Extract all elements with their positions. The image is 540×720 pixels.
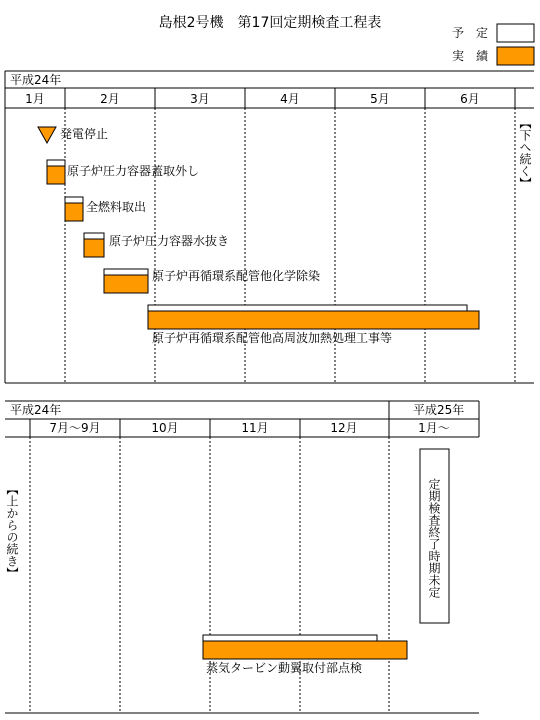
- task-bar-planned: [148, 305, 467, 311]
- bottom-month-label: 12月: [330, 421, 358, 435]
- task-bar-planned: [84, 233, 104, 239]
- task-bar-planned: [65, 197, 83, 203]
- bottom-era-label: 平成24年: [10, 403, 62, 417]
- legend-planned-label: 予 定: [452, 26, 489, 40]
- bottom-section: [5, 401, 479, 713]
- top-era-label: 平成24年: [10, 73, 62, 87]
- task-bar-actual: [203, 641, 407, 659]
- legend-planned-swatch: [497, 24, 534, 42]
- top-month-label: 1月: [25, 92, 45, 106]
- chart-title: 島根2号機 第17回定期検査工程表: [158, 15, 382, 31]
- task-bar-actual: [65, 203, 83, 221]
- bottom-month-label: 10月: [151, 421, 179, 435]
- top-month-label: 2月: [100, 92, 120, 106]
- bottom-month-label: 7月～9月: [49, 421, 101, 435]
- bottom-era-label-2: 平成25年: [413, 403, 465, 417]
- continue-from-top-note: 【上からの続き】: [5, 482, 19, 579]
- task-label: 原子炉圧力容器水抜き: [109, 234, 230, 248]
- task-bar-actual: [47, 166, 65, 184]
- top-month-label: 5月: [370, 92, 390, 106]
- task-label: 全燃料取出: [86, 200, 147, 214]
- bottom-month-label: 11月: [241, 421, 269, 435]
- task-bar-planned: [203, 635, 377, 641]
- task-bar-planned: [47, 160, 65, 166]
- milestone-triangle: [38, 127, 56, 143]
- task-label: 原子炉圧力容器蓋取外し: [67, 164, 200, 178]
- task-bar-actual: [148, 311, 479, 329]
- top-section: [5, 71, 534, 383]
- end-note-text: 定期検査終了時期未定: [427, 478, 441, 598]
- task-bar-actual: [104, 275, 148, 293]
- task-label: 蒸気タービン動翼取付部点検: [206, 661, 363, 675]
- top-month-label: 3月: [190, 92, 210, 106]
- task-bar-planned: [104, 269, 148, 275]
- legend-actual-swatch: [497, 47, 534, 65]
- bottom-month-label: 1月～: [418, 421, 450, 435]
- legend-actual-label: 実 績: [452, 49, 489, 63]
- continue-down-note: 【下へ続く】: [518, 117, 532, 189]
- milestone-label: 発電停止: [60, 127, 109, 141]
- top-month-label: 4月: [280, 92, 300, 106]
- top-month-label: 6月: [460, 92, 480, 106]
- task-bar-actual: [84, 239, 104, 257]
- task-label: 原子炉再循環系配管他化学除染: [152, 269, 321, 283]
- task-label: 原子炉再循環系配管他高周波加熱処理工事等: [152, 331, 393, 345]
